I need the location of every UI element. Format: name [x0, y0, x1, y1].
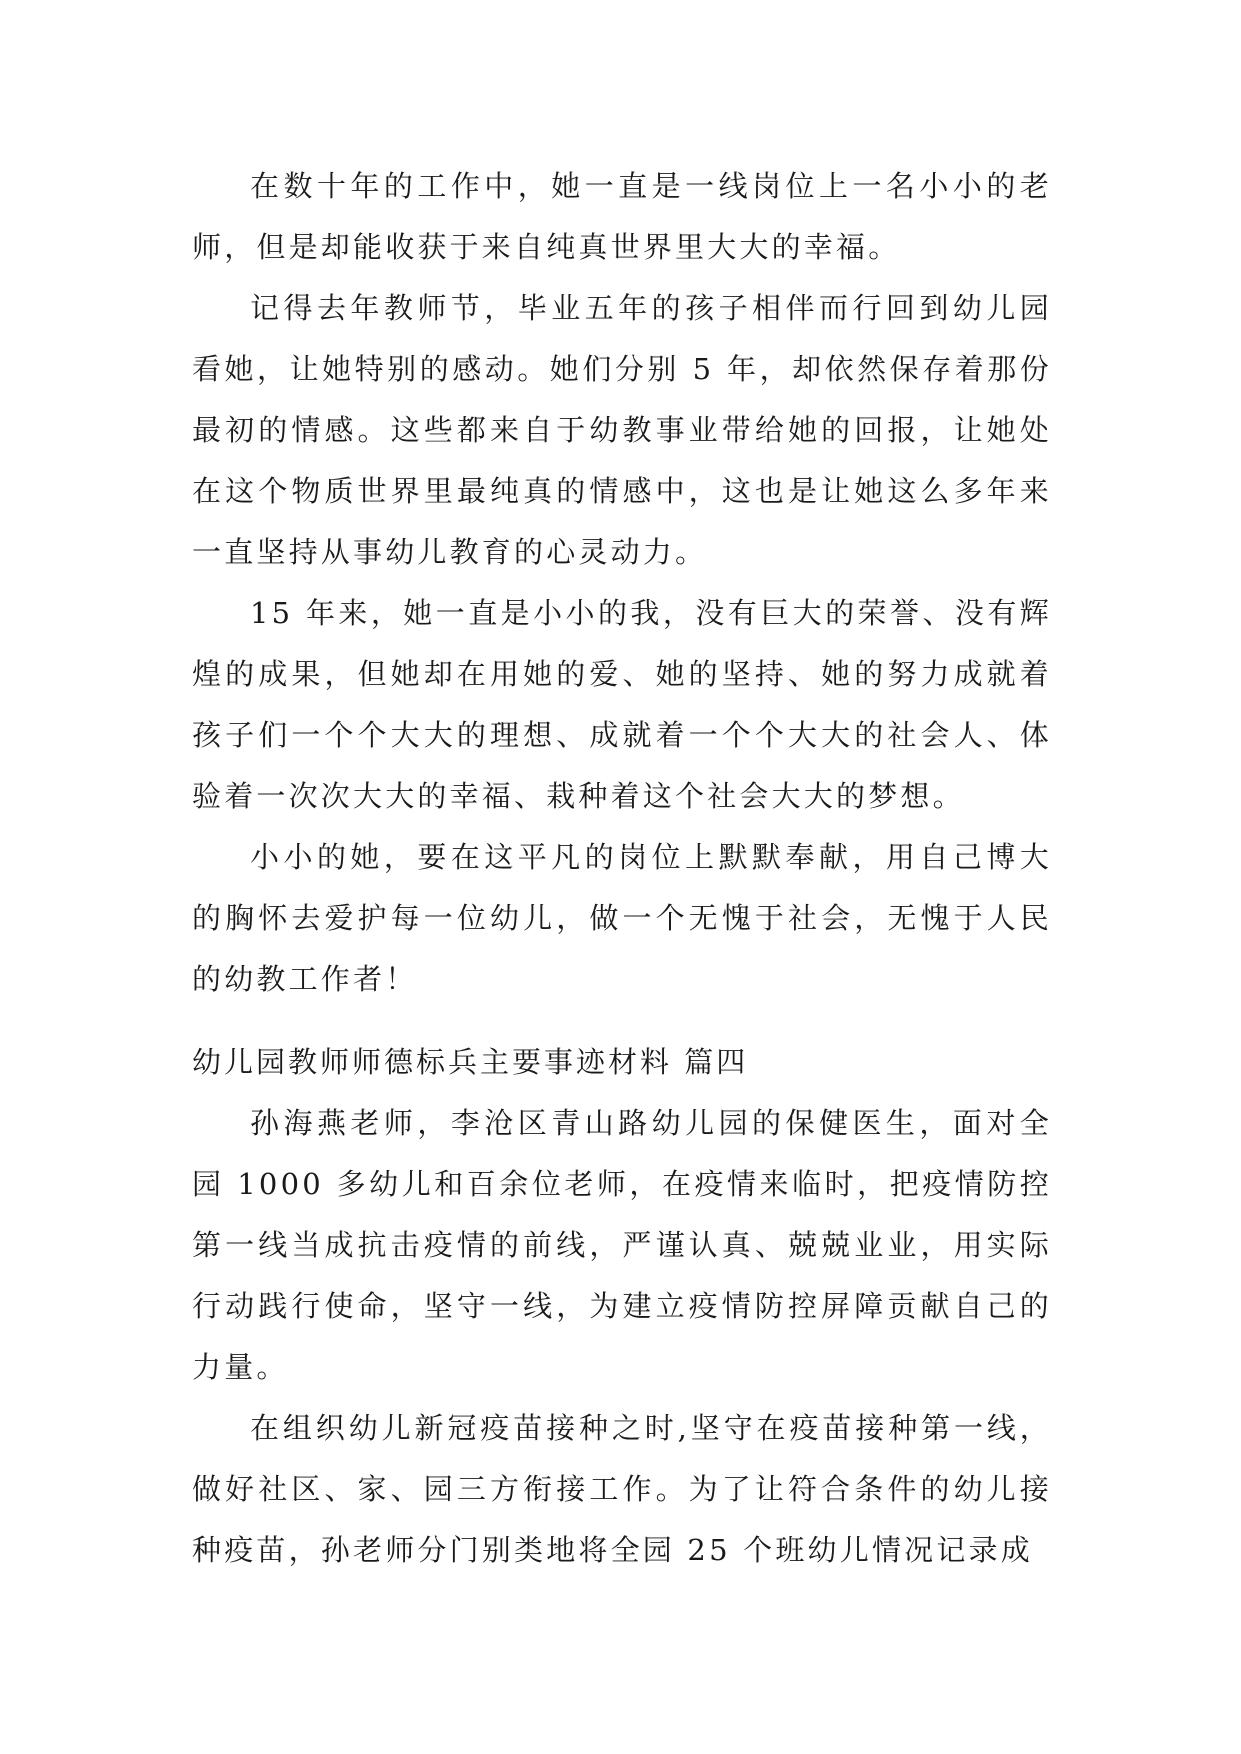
document-body-part-1 — [192, 156, 1052, 1010]
paragraph: 小小的她，要在这平凡的岗位上默默奉献，用自己博大的胸怀去爱护每一位幼儿，做一个无愧于社会，无愧于人民的幼教工作者！ — [192, 840, 1052, 996]
paragraph: 15 年来，她一直是小小的我，没有巨大的荣誉、没有辉煌的成果，但她却在用她的爱、她的坚持、她的努力成就着孩子们一个个大大的理想、成就着一个个大大的社会人、体验着一次次大大的幸福、栽种着这个社会大大的梦想。 — [192, 596, 1052, 813]
paragraph: 孙海燕老师，李沧区青山路幼儿园的保健医生，面对全园 1000 多幼儿和百余位老师，在疫情来临时，把疫情防控第一线当成抗击疫情的前线，严谨认真、兢兢业业，用实际行动践行使命，坚守一线，为建立疫情防控屏障贡献自己的力量。 — [192, 1106, 1052, 1384]
paragraph: 在数十年的工作中，她一直是一线岗位上一名小小的老师，但是却能收获于来自纯真世界里大大的幸福。 — [192, 169, 1052, 264]
section-heading: 幼儿园教师师德标兵主要事迹材料 篇四 — [192, 1045, 749, 1079]
paragraph: 在组织幼儿新冠疫苗接种之时,坚守在疫苗接种第一线，做好社区、家、园三方衔接工作。为了让符合条件的幼儿接种疫苗，孙老师分门别类地将全园 25 个班幼儿情况记录成 — [192, 1411, 1052, 1567]
paragraph: 记得去年教师节，毕业五年的孩子相伴而行回到幼儿园看她，让她特别的感动。她们分别 5 年，却依然保存着那份最初的情感。这些都来自于幼教事业带给她的回报，让她处在这个物质世界里最纯真的情感中，这也是让她这么多年来一直坚持从事幼儿教育的心灵动力。 — [192, 291, 1052, 569]
document-body-part-2 — [192, 1032, 1052, 1581]
